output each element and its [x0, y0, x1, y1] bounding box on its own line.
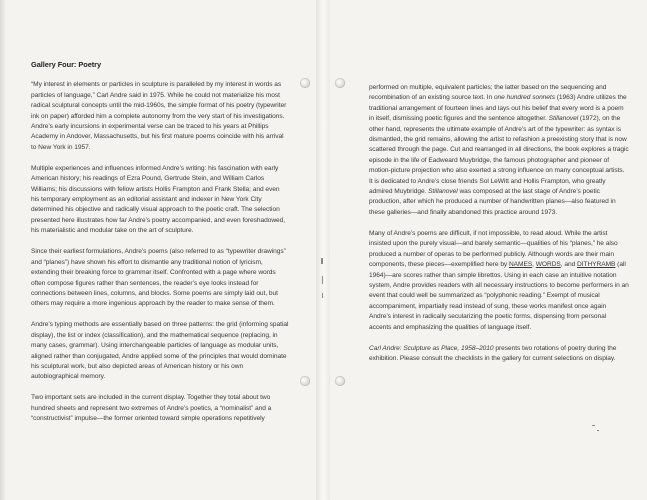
paragraph: Since their earliest formulations, Andre’s poems (also referred to as “typewriter drawings” and “planes”) have shown his effort to dismantle any traditional notion of lyricism, extending their breaking force to grammar itself. Confronted with a page where words often compose figures rather than sentences, the reader’s eye looks instead for connections between lines, columns, and blocks. Some poems are simply laid out, but others may require a more ingenious approach by the reader to make sense of them.	[31, 248, 286, 308]
work-title: DITHYRAMB	[577, 261, 616, 269]
text-run: was composed at the last stage of Andre’s poetic production, after which he produced a number of handwritten planes—also featured in these galleries—and finally abandoned this practice around 1973.	[369, 188, 616, 216]
paragraph: Two important sets are included in the current display. Together they total about two hundred sheets and represent two extremes of Andre’s poetics, a “nominalist” and a “constructivist” impulse—the former oriented toward simple operations repetitively	[31, 394, 272, 423]
text-run: , and	[560, 261, 576, 269]
text-run: presents two rotations of poetry during the exhibition. Please consult the checklists in the gallery for current selections on display.	[369, 344, 617, 362]
paragraph: “My interest in elements or particles in sculpture is paralleled by my interest in words as particles of language,” Carl Andre said in 1975. While he could not materialize his most radical sculptural concepts until the mid-1960s, the simple format of his poetry (typewriter ink on paper) afforded him a complete autonomy from the very start of his investigations. Andre’s early incursions in experimental verse can be traced to his years at Phillips Academy in Andover, Massachusetts, but his first mature poems coincide with his arrival to New York in 1957.	[31, 81, 287, 151]
punch-hole-icon	[300, 78, 310, 88]
binding-fold	[316, 0, 330, 500]
text-run: ,	[532, 261, 536, 269]
paper-speck	[592, 425, 595, 426]
paragraph	[369, 83, 629, 218]
paragraph: Andre’s typing methods are essentially based on three patterns: the grid (informing spatial display), the list or index (classification), and the mathematical sequence (replacing, in many cases, grammar). Using interchangeable particles of language as modular units, aligned rather than conjugated, Andre applied some of the principles that would dominate his sculptural work, but also depicted areas of American history or his own autobiographical memory.	[31, 321, 289, 381]
paper-speck	[597, 430, 599, 431]
paragraph	[369, 344, 629, 365]
page-edge-shadow	[0, 0, 6, 500]
text-run: performed on multiple, equivalent particles; the latter based on the sequencing and recombination of an existing source text. In	[369, 84, 607, 102]
punch-hole-icon	[335, 376, 345, 386]
paragraph: Multiple experiences and influences informed Andre’s writing: his fascination with early American history; his readings of Ezra Pound, Gertrude Stein, and William Carlos Williams; his discussions with fellow artists Hollis Frampton and Frank Stella; and even his temporary employment as an editorial assistant and indexer in New York City determined his objective and radically visual approach to the poetic craft. The selection presented here illustrates how far Andre’s poetry accompanied, and even foreshadowed, his materialistic and modular take on the art of sculpture.	[31, 164, 286, 235]
left-page-column	[31, 60, 289, 435]
page-heading: Gallery Four: Poetry	[31, 60, 102, 69]
punch-hole-icon	[335, 78, 345, 88]
text-run: (1963) Andre utilizes the traditional arrangement of fourteen lines and lays out his belief that every word is a poem in itself, dismissing poetic figures and the sentence altogether.	[369, 94, 627, 123]
work-title: Stillanovel	[428, 188, 458, 196]
paper-speck	[322, 276, 323, 284]
paper-speck	[322, 293, 323, 298]
work-title: WORDS	[535, 261, 561, 269]
work-title: NAMES	[508, 261, 533, 269]
paragraph	[369, 229, 629, 333]
paper-speck	[321, 258, 323, 264]
text-run: (all 1964)—are scores rather than simple librettos. Using in each case an intuitive notation system, Andre provides readers with all necessary instructions to become performers in an event that could well be summarized as “polyphonic reading.” Exempt of musical accompaniment, impartially read instead of sung, these works manifest once again Andre’s interest in radically secularizing the poetic forms, dispensing from personal accents and emphasizing the qualities of language itself.	[369, 261, 629, 331]
text-run: Many of Andre’s poems are difficult, if not impossible, to read aloud. While the artist insisted upon the purely visual—and barely semantic—qualities of his “planes,” he also produced a number of operas to be performed publicly. Although words are their main components, these pieces—exemplified here by	[369, 229, 618, 269]
punch-hole-icon	[300, 376, 310, 386]
work-title: Stillanovel	[548, 115, 579, 123]
work-title: one hundred sonnets	[493, 94, 555, 102]
text-run: (1972), on the other hand, represents the ultimate example of Andre’s art of the typewriter: as syntax is dismantled, the grid remains, allowing the artist to refashion a preexisting story that is now scattered through the page. Cut and rearranged in all directions, the book explores a tragic episode in the life of Eadweard Muybridge, the famous photographer and pioneer of motion-picture projection who also exerted a strong influence on many conceptual artists. It is dedicated to Andre’s close friends Sol LeWitt and Hollis Frampton, who greatly admired Muybridge.	[369, 115, 629, 196]
right-page-column	[369, 83, 629, 375]
exhibition-title: Carl Andre: Sculpture as Place, 1958–2010	[369, 344, 494, 352]
